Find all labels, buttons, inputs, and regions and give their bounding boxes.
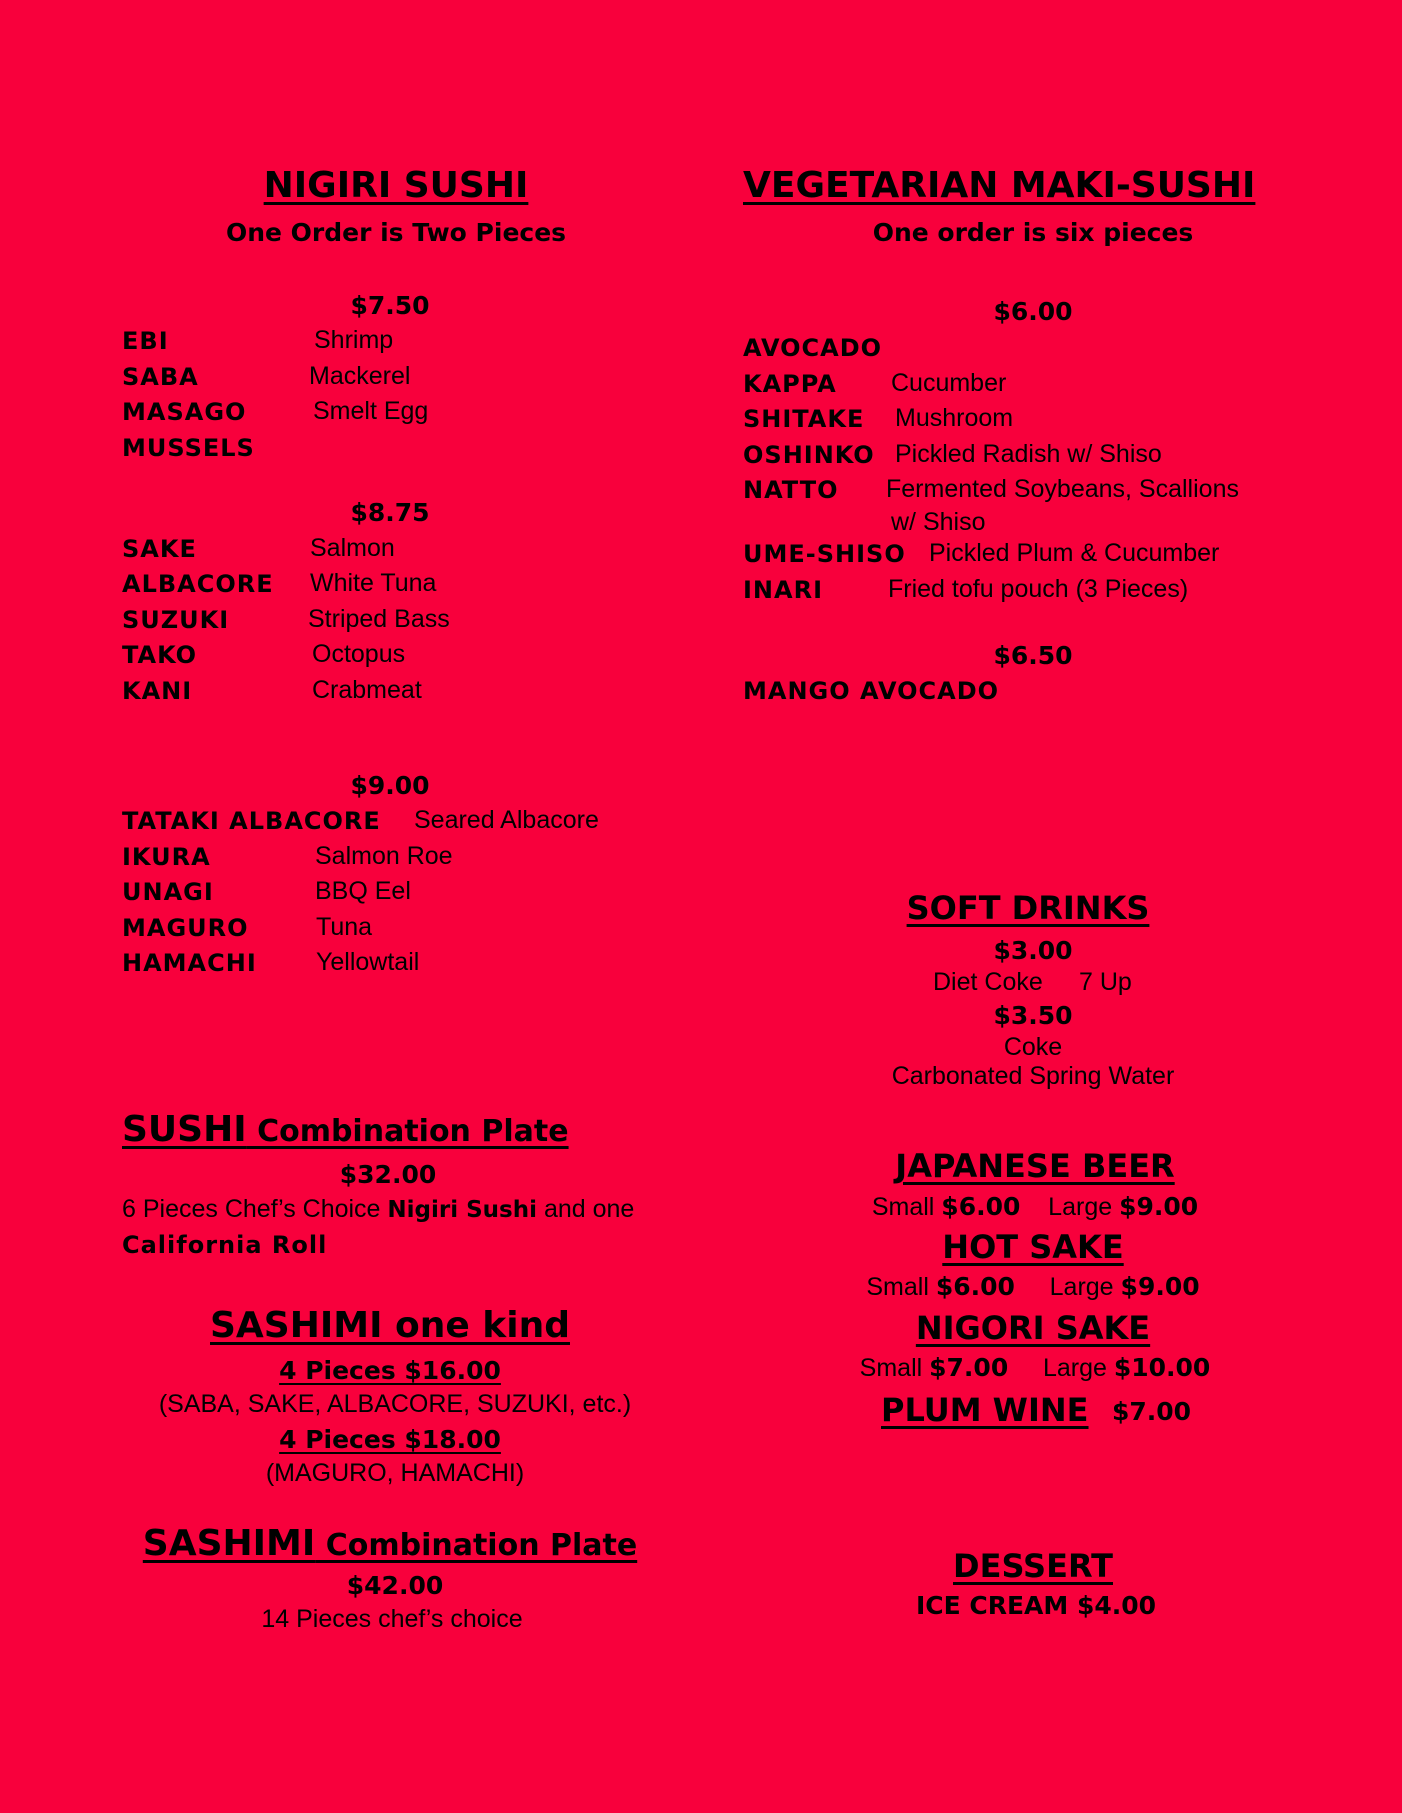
menu-item-jp: UNAGI	[122, 878, 214, 906]
beer-prices	[872, 1194, 1198, 1220]
nigori-sake-prices	[860, 1355, 1211, 1381]
menu-item-en: Shrimp	[314, 326, 394, 354]
veg-price-2: $6.50	[993, 641, 1073, 670]
menu-item-en: Seared Albacore	[414, 806, 599, 834]
dessert-item: ICE CREAM $4.00	[915, 1591, 1157, 1620]
menu-item-en: Mackerel	[309, 362, 411, 390]
menu-item-en: Yellowtail	[316, 948, 420, 976]
sushi-combo-price: $32.00	[339, 1160, 437, 1189]
menu-item-jp: MANGO AVOCADO	[743, 677, 1000, 705]
size-label: Large	[1042, 1354, 1107, 1382]
drink-item: Carbonated Spring Water	[891, 1062, 1175, 1090]
menu-item-en-cont: w/ Shiso	[891, 508, 986, 536]
size-price: $6.00	[941, 1192, 1021, 1221]
size-price: $10.00	[1113, 1353, 1211, 1382]
menu-item-en: Pickled Plum & Cucumber	[929, 539, 1220, 567]
menu-item-jp: ALBACORE	[122, 570, 274, 598]
sushi-combo-desc	[122, 1197, 634, 1222]
soft-drinks-price-1: $3.00	[993, 936, 1073, 965]
menu-item-en: Striped Bass	[308, 605, 450, 633]
size-label: Small	[866, 1273, 929, 1301]
veg-subtitle: One order is six pieces	[872, 218, 1194, 247]
sushi-combo-title-rest: Combination Plate	[246, 1114, 569, 1149]
hot-sake-title: HOT SAKE	[942, 1228, 1124, 1266]
sashimi-one-title: SASHIMI one kind	[210, 1305, 570, 1346]
size-price: $6.00	[935, 1272, 1015, 1301]
sushi-combo-title	[122, 1109, 569, 1150]
menu-item-en: Salmon Roe	[315, 842, 453, 870]
sashimi-option-1-note: (SABA, SAKE, ALBACORE, SUZUKI, etc.)	[158, 1390, 632, 1418]
hot-sake-prices	[866, 1274, 1199, 1300]
menu-item-jp: AVOCADO	[743, 334, 883, 362]
soft-drinks-price-2: $3.50	[993, 1001, 1073, 1030]
menu-item-jp: NATTO	[743, 476, 839, 504]
menu-item-jp: KANI	[122, 677, 193, 705]
menu-item-jp: SAKE	[122, 535, 197, 563]
sashimi-combo-price: $42.00	[346, 1571, 444, 1600]
menu-item-jp: TATAKI ALBACORE	[122, 807, 381, 835]
nigori-sake-title: NIGORI SAKE	[915, 1309, 1151, 1347]
menu-item-en: White Tuna	[310, 569, 437, 597]
nigiri-price-1: $7.50	[350, 291, 430, 320]
menu-item-jp: INARI	[743, 576, 823, 604]
soft-drinks-title: SOFT DRINKS	[906, 889, 1150, 927]
menu-item-en: Mushroom	[895, 404, 1014, 432]
sashimi-combo-title	[142, 1523, 638, 1564]
menu-item-en: BBQ Eel	[315, 877, 411, 905]
size-price: $9.00	[1120, 1272, 1200, 1301]
size-label: Large	[1049, 1273, 1114, 1301]
menu-item-en: Cucumber	[891, 369, 1007, 397]
menu-item-jp: IKURA	[122, 843, 211, 871]
sashimi-option-2-note: (MAGURO, HAMACHI)	[265, 1459, 525, 1487]
menu-item-jp: MASAGO	[122, 398, 247, 426]
menu-item-en: Crabmeat	[312, 676, 422, 704]
drink-item: 7 Up	[1079, 968, 1132, 996]
sushi-combo-desc-2: and one	[537, 1195, 635, 1223]
sushi-combo-title-big: SUSHI	[122, 1109, 247, 1150]
menu-item-en: Smelt Egg	[313, 397, 429, 425]
menu-item-en: Tuna	[316, 913, 373, 941]
nigiri-title: NIGIRI SUSHI	[263, 165, 529, 206]
size-label: Small	[859, 1354, 923, 1382]
menu-item-en: Fermented Soybeans, Scallions	[886, 475, 1239, 503]
menu-item-jp: HAMACHI	[122, 949, 257, 977]
menu-item-jp: SHITAKE	[743, 405, 865, 433]
sashimi-combo-title-big: SASHIMI	[142, 1523, 316, 1564]
size-label: Small	[871, 1193, 935, 1221]
menu-item-jp: MAGURO	[122, 914, 249, 942]
nigiri-price-3: $9.00	[350, 771, 430, 800]
plum-wine-title: PLUM WINE	[881, 1391, 1089, 1429]
sushi-combo-desc-line2: California Roll	[122, 1231, 328, 1259]
menu-item-jp: MUSSELS	[122, 434, 255, 462]
menu-item-jp: SABA	[122, 363, 199, 391]
sashimi-combo-desc: 14 Pieces chef’s choice	[261, 1605, 523, 1633]
sashimi-option-2: 4 Pieces $18.00	[279, 1425, 501, 1454]
size-price: $7.00	[929, 1353, 1009, 1382]
beer-title: JAPANESE BEER	[895, 1147, 1175, 1185]
menu-item-en: Salmon	[310, 534, 395, 562]
menu-item-en: Octopus	[312, 640, 406, 668]
menu-item-jp: KAPPA	[743, 370, 837, 398]
menu-item-jp: OSHINKO	[743, 441, 875, 469]
dessert-title: DESSERT	[953, 1547, 1113, 1585]
menu-item-jp: TAKO	[122, 641, 198, 669]
veg-price-1: $6.00	[993, 297, 1073, 326]
size-label: Large	[1048, 1193, 1113, 1221]
menu-item-jp: EBI	[122, 327, 169, 355]
menu-item-jp: SUZUKI	[122, 606, 230, 634]
nigiri-price-2: $8.75	[350, 498, 430, 527]
menu-item-en: Pickled Radish w/ Shiso	[895, 440, 1162, 468]
drink-item: Diet Coke	[933, 968, 1043, 996]
menu-item-en: Fried tofu pouch (3 Pieces)	[888, 575, 1189, 603]
plum-wine-price: $7.00	[1112, 1397, 1192, 1426]
menu-item-jp: UME-SHISO	[743, 540, 906, 568]
drink-item: Coke	[1003, 1033, 1063, 1061]
sushi-combo-desc-bold: Nigiri Sushi	[387, 1197, 538, 1223]
sashimi-combo-title-rest: Combination Plate	[315, 1528, 638, 1563]
size-price: $9.00	[1119, 1192, 1199, 1221]
sushi-combo-desc-1: 6 Pieces Chef’s Choice	[122, 1195, 388, 1223]
sashimi-option-1: 4 Pieces $16.00	[279, 1356, 501, 1385]
veg-title: VEGETARIAN MAKI-SUSHI	[743, 165, 1256, 206]
nigiri-subtitle: One Order is Two Pieces	[225, 218, 567, 247]
